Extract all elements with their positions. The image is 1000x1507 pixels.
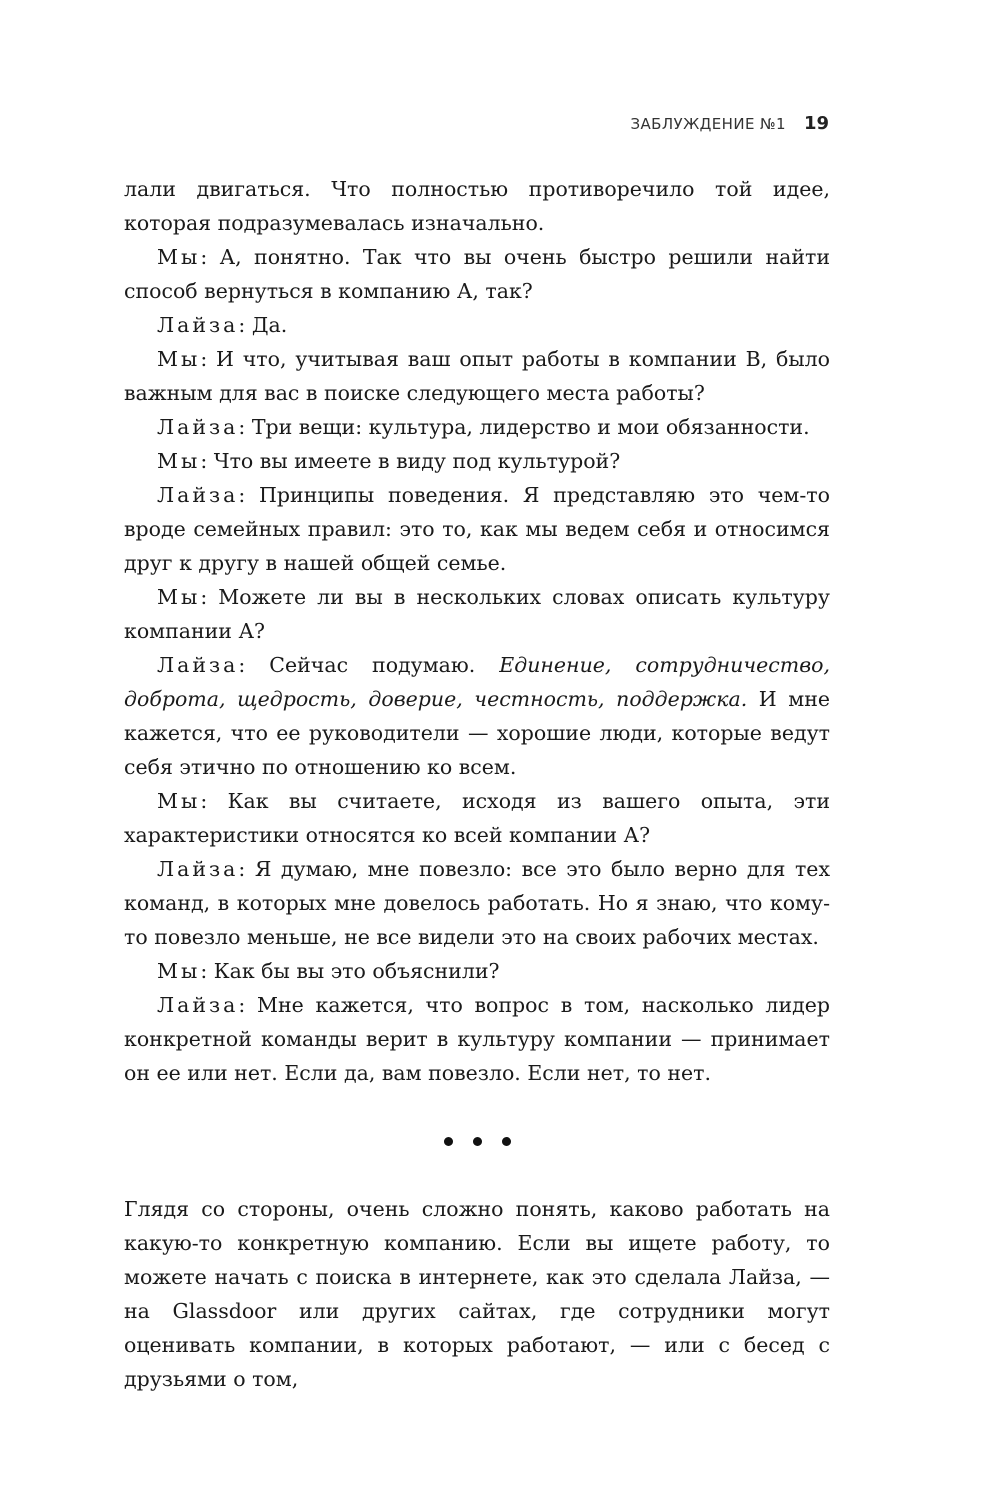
- speaker-name: Лайза: [157, 653, 239, 677]
- speaker-name: Мы: [157, 347, 201, 371]
- speaker-name: Мы: [157, 245, 201, 269]
- section-separator: [124, 1090, 830, 1192]
- closing-paragraph: Глядя со стороны, очень сложно понять, каково работать на какую-то конкретную компанию. Если вы ищете работу, то можете начать с поиска в интернете, как это сделала Лайза, — на Glassdoor или других сайтах, где сотрудники могут оценивать компании, в которых работают, — или с бесед с друзьями о том,: [124, 1197, 830, 1391]
- speaker-name: Лайза: [157, 993, 239, 1017]
- dialogue-text: : Мне кажется, что вопрос в том, насколько лидер конкретной команды верит в культуру компании — принимает он ее или нет. Если да, вам повезло. Если нет, то нет.: [124, 993, 830, 1085]
- dialogue-text: : Я думаю, мне повезло: все это было верно для тех команд, в которых мне довелось работать. Но я знаю, что кому-то повезло меньше, не все видели это на своих рабочих местах.: [124, 857, 830, 949]
- running-head: [631, 113, 830, 137]
- dialogue-text-after: И мне кажется, что ее руководители — хорошие люди, которые ведут себя этично по отношению ко всем.: [124, 687, 830, 779]
- dialogue-text: : Можете ли вы в нескольких словах описать культуру компании А?: [124, 585, 830, 643]
- speaker-name: Лайза: [157, 415, 239, 439]
- dialogue-text: : Как бы вы это объяснили?: [200, 959, 500, 983]
- speaker-name: Мы: [157, 585, 201, 609]
- separator-dot: [444, 1137, 453, 1146]
- dialogue-text: : А, понятно. Так что вы очень быстро решили найти способ вернуться в компанию А, так?: [124, 245, 830, 303]
- dialogue-text: : Сейчас подумаю.: [238, 653, 500, 677]
- dialogue-text: : Да.: [238, 313, 288, 337]
- dialogue-text: : Принципы поведения. Я представляю это чем-то вроде семейных правил: это то, как мы ведем себя и относимся друг к другу в нашей общей семье.: [124, 483, 830, 575]
- separator-dot: [502, 1137, 511, 1146]
- page-number: 19: [803, 113, 829, 134]
- dialogue-line: [124, 342, 830, 410]
- speaker-name: Мы: [157, 959, 201, 983]
- paragraph: лали двигаться. Что полностью противоречило той идее, которая подразумевалась изначально.: [124, 177, 830, 235]
- separator-dot: [473, 1137, 482, 1146]
- speaker-name: Мы: [157, 789, 201, 813]
- dialogue-line: [124, 410, 830, 444]
- dialogue-text: : Что вы имеете в виду под культурой?: [200, 449, 621, 473]
- dialogue-line: [124, 648, 830, 784]
- speaker-name: Мы: [157, 449, 201, 473]
- chapter-title: ЗАБЛУЖДЕНИЕ №1: [630, 115, 786, 133]
- dialogue-line: [124, 784, 830, 852]
- dialogue-text: : И что, учитывая ваш опыт работы в компании В, было важным для вас в поиске следующего места работы?: [124, 347, 830, 405]
- dialogue-line: [124, 478, 830, 580]
- dialogue-line: [124, 954, 830, 988]
- emphasis-text: Единение, сотрудничество, доброта, щедрость, доверие, честность, поддержка.: [124, 653, 830, 711]
- dialogue-text: : Три вещи: культура, лидерство и мои обязанности.: [238, 415, 810, 439]
- speaker-name: Лайза: [157, 313, 239, 337]
- speaker-name: Лайза: [157, 857, 239, 881]
- speaker-name: Лайза: [157, 483, 239, 507]
- dialogue-line: [124, 308, 830, 342]
- body-text: [124, 172, 830, 1396]
- dialogue-line: [124, 852, 830, 954]
- dialogue-text: : Как вы считаете, исходя из вашего опыта, эти характеристики относятся ко всей компании А?: [124, 789, 830, 847]
- dialogue-line: [124, 988, 830, 1090]
- dialogue-line: [124, 444, 830, 478]
- dialogue-line: [124, 240, 830, 308]
- dialogue-line: [124, 580, 830, 648]
